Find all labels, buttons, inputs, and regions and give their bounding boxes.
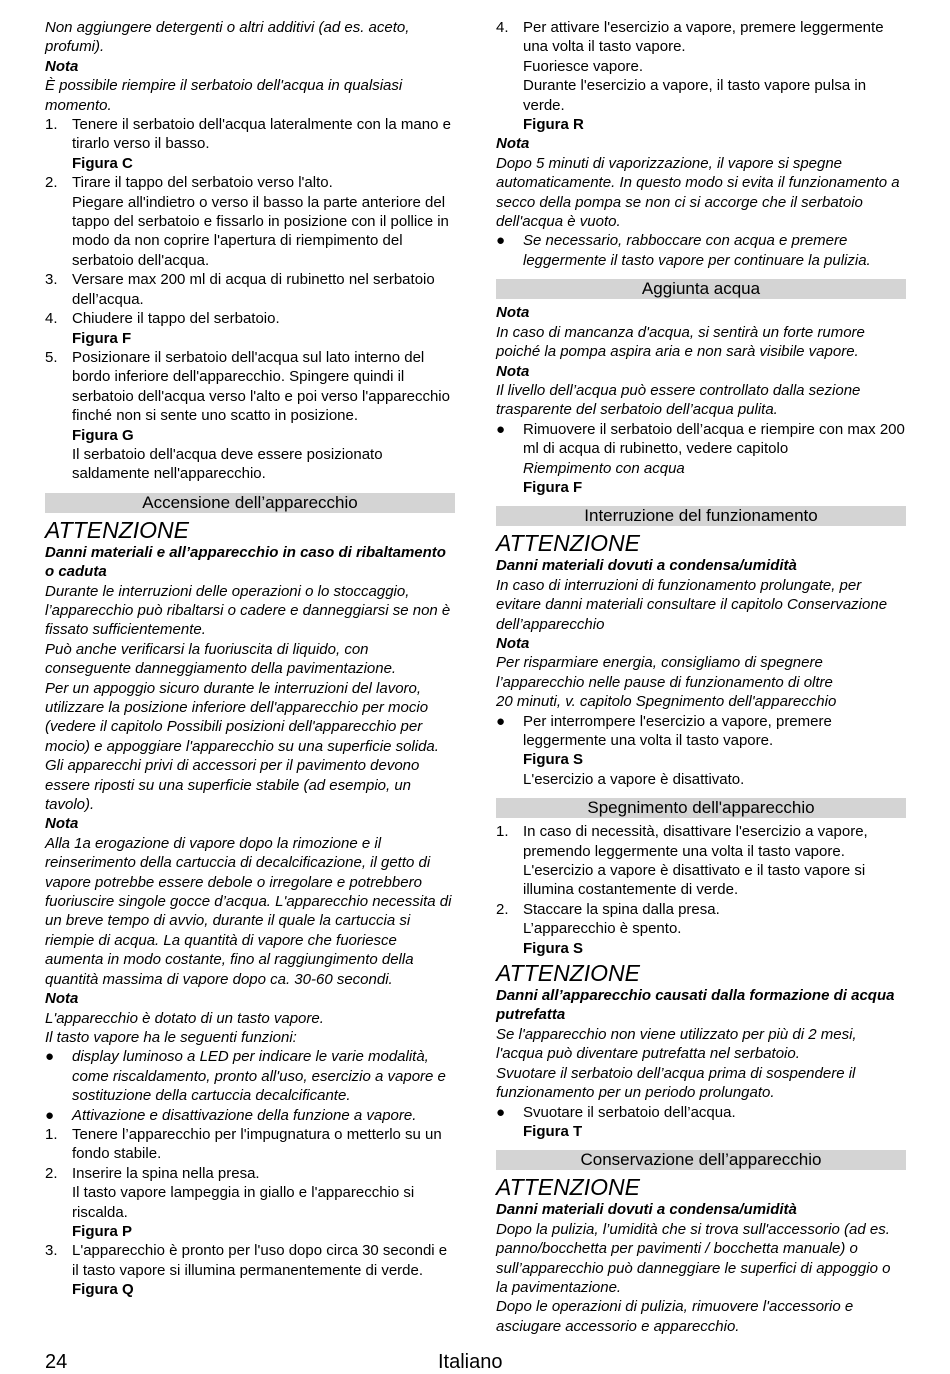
- bullet-text: display luminoso a LED per indicare le varie modalità, come riscaldamento, pronto all'uso, esercizio a vapore e sostituzione della cartuccia decalcificante.: [72, 1048, 446, 1105]
- note-text: 20 minuti, v. capitolo Spegnimento dell'apparecchio: [496, 693, 837, 711]
- fill-steps-list: [45, 115, 455, 484]
- step-text: Tenere il serbatoio dell'acqua lateralmente con la mano e tirarlo verso il basso.: [72, 116, 451, 153]
- footer-language: Italiano: [438, 1351, 503, 1373]
- note-text: È possibile riempire il serbatoio dell'acqua in qualsiasi momento.: [45, 77, 403, 114]
- bullet-icon: ●: [45, 1106, 55, 1124]
- warning-title: Danni materiali e all’apparecchio in caso di ribaltamento o caduta: [45, 543, 446, 581]
- bullet-icon: ●: [496, 232, 506, 250]
- list-item: [496, 1103, 906, 1142]
- warning-paragraph: Svuotare il serbatoio dell’acqua prima di sospendere il funzionamento per un periodo prolungato.: [496, 1064, 856, 1102]
- bullet-text: Rimuovere il serbatoio dell’acqua e riempire con max 200 ml di acqua di rubinetto, vedere capitolo: [523, 420, 905, 458]
- note-label: Nota: [496, 135, 530, 153]
- bullet-icon: ●: [496, 420, 506, 438]
- step-extra: L'esercizio a vapore è disattivato e il tasto vapore si illumina costantemente di verde.: [523, 862, 866, 899]
- page-number: 24: [45, 1351, 68, 1373]
- list-number: 1.: [496, 823, 509, 841]
- warning-title: Danni materiali dovuti a condensa/umidità: [496, 1201, 797, 1219]
- step-extra: L’apparecchio è spento.: [523, 920, 682, 938]
- note-text: Per risparmiare energia, consigliamo di spegnere l’apparecchio nelle pause di funzionamento di oltre: [496, 654, 833, 691]
- intro-line: Non aggiungere detergenti o altri additivi (ad es. aceto, profumi).: [45, 19, 410, 56]
- right-column: [496, 18, 906, 1336]
- section-heading-conservazione: Conservazione dell’apparecchio: [496, 1150, 906, 1170]
- bullet-icon: ●: [496, 1103, 506, 1121]
- note-label: Nota: [496, 634, 530, 652]
- step-text: Tirare il tappo del serbatoio verso l'alto.: [72, 174, 333, 192]
- note-text: Alla 1a erogazione di vapore dopo la rimozione e il reinserimento della cartuccia di decalcificazione, il getto di vapore potrebbe essere debole o irregolare e potrebbero fuoriuscire singole gocce d’acqua. L'apparecchio necessita di un breve tempo di avvio, durante il quale la cartuccia si riempie di acqua. La quantità di vapore che fuoriesce aumenta in modo costante, fino al raggiungimento della quantità massima di vapore dopo ca. 30-60 secondi.: [45, 834, 452, 988]
- left-column: [45, 18, 455, 1300]
- step-text: Inserire la spina nella presa.: [72, 1164, 260, 1182]
- list-number: 3.: [45, 1242, 58, 1260]
- list-item: [496, 18, 906, 134]
- list-item: [496, 712, 906, 790]
- list-item: [45, 309, 455, 348]
- step-extra: Il serbatoio dell'acqua deve essere posizionato saldamente nell'apparecchio.: [72, 445, 383, 483]
- note-label: Nota: [496, 304, 530, 322]
- bullet-text: Per interrompere l'esercizio a vapore, premere leggermente una volta il tasto vapore.: [523, 712, 832, 749]
- bullet-icon: ●: [496, 712, 506, 730]
- note-label: Nota: [45, 815, 79, 833]
- step-text: Per attivare l'esercizio a vapore, premere leggermente una volta il tasto vapore.: [523, 19, 884, 56]
- list-item: [45, 1241, 455, 1299]
- warning-heading: ATTENZIONE: [496, 530, 640, 557]
- list-number: 4.: [496, 19, 509, 36]
- figure-ref: Figura G: [72, 426, 134, 444]
- warning-heading: ATTENZIONE: [496, 1174, 640, 1201]
- bullet-text: Svuotare il serbatoio dell’acqua.: [523, 1103, 736, 1121]
- warning-paragraph: Dopo le operazioni di pulizia, rimuovere l'accessorio e asciugare accessorio e apparecchio.: [496, 1298, 854, 1335]
- warning-title: Danni all’apparecchio causati dalla formazione di acqua putrefatta: [496, 987, 895, 1024]
- figure-ref: Figura T: [523, 1122, 583, 1140]
- list-item: [45, 1125, 455, 1164]
- warning-title: Danni materiali dovuti a condensa/umidità: [496, 557, 797, 575]
- step-text: In caso di necessità, disattivare l'esercizio a vapore, premendo leggermente una volta il tasto vapore.: [523, 823, 868, 860]
- warning-paragraph: Può anche verificarsi la fuoriuscita di liquido, con conseguente danneggiamento della pavimentazione.: [45, 640, 397, 678]
- list-number: 2.: [496, 900, 509, 918]
- chapter-ref: Riempimento con acqua: [523, 459, 685, 477]
- step-text: Staccare la spina dalla presa.: [523, 900, 720, 918]
- section-heading-interruzione: Interruzione del funzionamento: [496, 506, 906, 526]
- list-item: [496, 420, 906, 498]
- bullet-extra: L'esercizio a vapore è disattivato.: [523, 770, 745, 788]
- section-heading-aggiunta: Aggiunta acqua: [496, 279, 906, 299]
- step-text: Versare max 200 ml di acqua di rubinetto nel serbatoio dell’acqua.: [72, 271, 435, 308]
- note-label: Nota: [496, 362, 530, 380]
- note-text: Il livello dell’acqua può essere controllato dalla sezione trasparente del serbatoio dell’acqua pulita.: [496, 381, 861, 419]
- list-item: [496, 231, 906, 270]
- list-number: 2.: [45, 1164, 58, 1182]
- list-item: [496, 900, 906, 958]
- section-heading-spegnimento: Spegnimento dell'apparecchio: [496, 798, 906, 818]
- warning-paragraph: Durante le interruzioni delle operazioni o lo stoccaggio, l’apparecchio può ribaltarsi o cadere e danneggiarsi se non è fissato sufficientemente.: [45, 582, 451, 639]
- note-label: Nota: [45, 57, 79, 75]
- figure-ref: Figura Q: [72, 1281, 134, 1299]
- warning-paragraph: Dopo la pulizia, l’umidità che si trova sull'accessorio (ad es. panno/bocchetta per pavimenti / bocchetta manuale) o sull’apparecchio può danneggiare le superfici di appoggio o la pavimentazione.: [496, 1220, 891, 1296]
- section-heading-accensione: Accensione dell’apparecchio: [45, 493, 455, 513]
- warning-heading: ATTENZIONE: [45, 516, 189, 543]
- step-text: Chiudere il tappo del serbatoio.: [72, 310, 280, 328]
- list-number: 3.: [45, 271, 58, 289]
- note-text: L'apparecchio è dotato di un tasto vapore.: [45, 1009, 324, 1027]
- list-item: [45, 115, 455, 173]
- step-extra: Il tasto vapore lampeggia in giallo e l'apparecchio si riscalda.: [72, 1184, 415, 1221]
- warning-paragraph: Per un appoggio sicuro durante le interruzioni del lavoro, utilizzare la posizione inferiore dell'apparecchio per mocio (vedere il capitolo Possibili posizioni dell'apparecchio per mocio) e appoggiare l'apparecchio su una superficie solida. Gli apparecchi privi di accessori per il pavimento devono essere riposti su una superficie stabile (ad esempio, un tavolo).: [45, 679, 439, 814]
- list-item: [45, 1047, 455, 1105]
- list-item: [45, 270, 455, 309]
- step-extra: Fuoriesce vapore.: [523, 57, 644, 75]
- figure-ref: Figura F: [523, 478, 583, 496]
- figure-ref: Figura F: [72, 329, 132, 347]
- figure-ref: Figura R: [523, 116, 584, 134]
- note-text: Dopo 5 minuti di vaporizzazione, il vapore si spegne automaticamente. In questo modo si evita il funzionamento a secco della pompa se non ci si accorge che il serbatoio dell'acqua è vuoto.: [496, 154, 900, 231]
- bullet-text: Attivazione e disattivazione della funzione a vapore.: [72, 1106, 417, 1124]
- warning-paragraph: In caso di interruzioni di funzionamento prolungate, per evitare danni materiali consultare il capitolo Conservazione dell’apparecchio: [496, 576, 888, 633]
- step-extra: Piegare all'indietro o verso il basso la parte anteriore del tappo del serbatoio e fissarlo in posizione con il pollice in modo da non coprire l'apertura di riempimento del serbatoio dell'acqua.: [72, 193, 449, 269]
- warning-paragraph: Se l'apparecchio non viene utilizzato per più di 2 mesi, l'acqua può diventare putrefatta nel serbatoio.: [496, 1025, 857, 1063]
- figure-ref: Figura S: [523, 939, 584, 957]
- list-number: 1.: [45, 116, 58, 134]
- note-text: In caso di mancanza d'acqua, si sentirà un forte rumore poiché la pompa aspira aria e non sarà visibile vapore.: [496, 323, 865, 361]
- figure-ref: Figura C: [72, 154, 133, 172]
- step-extra: Durante l'esercizio a vapore, il tasto vapore pulsa in verde.: [523, 77, 867, 114]
- list-item: [45, 1106, 455, 1125]
- note-label: Nota: [45, 990, 79, 1008]
- list-item: [496, 822, 906, 900]
- step-text: Tenere l’apparecchio per l'impugnatura o metterlo su un fondo stabile.: [72, 1125, 442, 1163]
- warning-heading: ATTENZIONE: [496, 960, 640, 987]
- bullet-icon: ●: [45, 1048, 55, 1066]
- figure-ref: Figura S: [523, 751, 584, 769]
- list-number: 1.: [45, 1125, 58, 1143]
- list-number: 2.: [45, 174, 58, 192]
- list-item: [45, 1164, 455, 1242]
- list-number: 4.: [45, 310, 58, 328]
- figure-ref: Figura P: [72, 1222, 133, 1240]
- list-item: [45, 173, 455, 270]
- list-item: [45, 348, 455, 484]
- list-number: 5.: [45, 348, 58, 366]
- step-text: Posizionare il serbatoio dell'acqua sul lato interno del bordo inferiore dell'apparecchio. Spingere quindi il serbatoio dell'acqua verso l'alto e poi verso l'apparecchio finché non si sente uno scatto in posizione.: [72, 348, 450, 425]
- step-text: L'apparecchio è pronto per l'uso dopo circa 30 secondi e il tasto vapore si illumina permanentemente di verde.: [72, 1242, 448, 1279]
- note-text: Il tasto vapore ha le seguenti funzioni:: [45, 1028, 297, 1046]
- bullet-text: Se necessario, rabboccare con acqua e premere leggermente il tasto vapore per continuare la pulizia.: [523, 232, 871, 269]
